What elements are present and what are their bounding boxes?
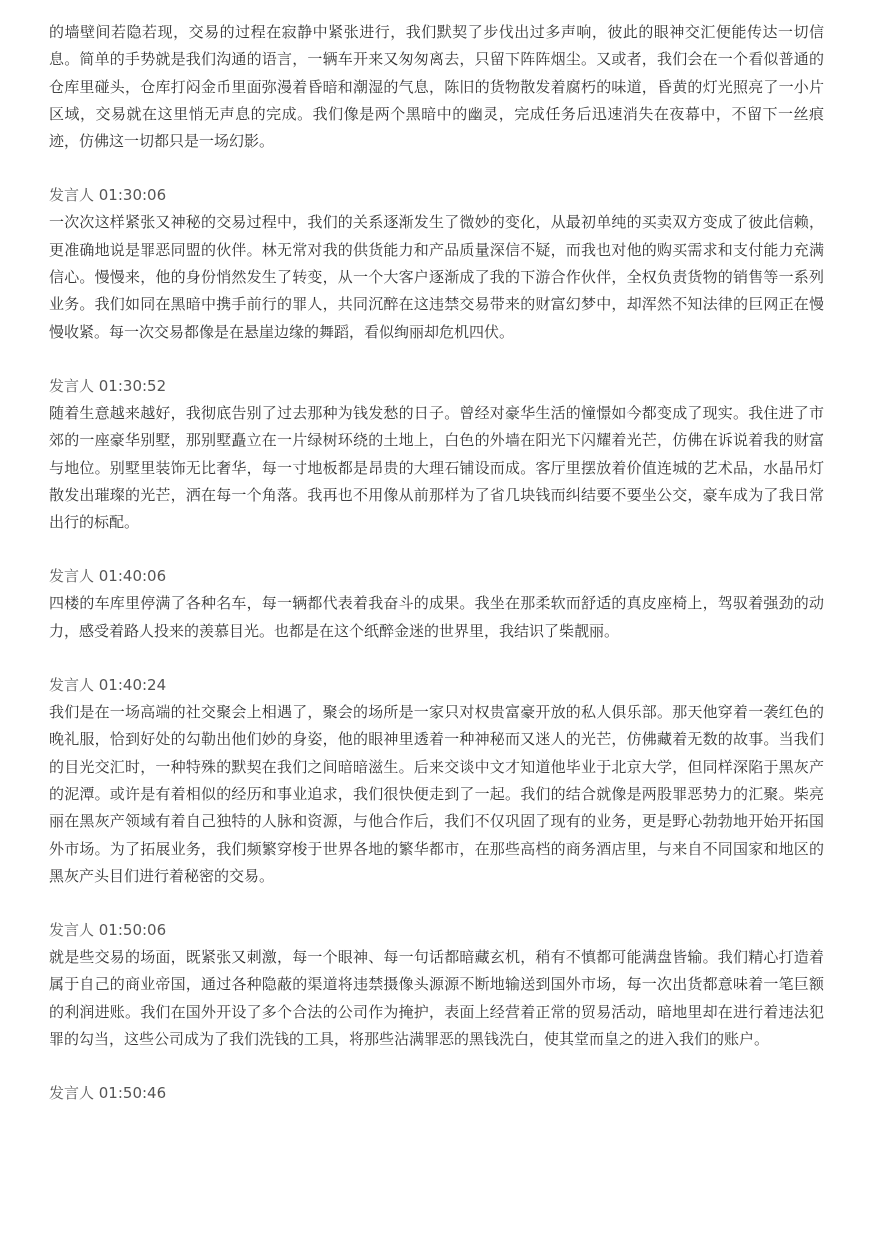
speaker-timestamp: 发言人 01:50:06	[49, 921, 167, 940]
block-gap	[49, 155, 824, 182]
intro-paragraph: 的墙壁间若隐若现，交易的过程在寂静中紧张进行，我们默契了步伐出过多声响，彼此的眼神交汇便能传达一切信息。简单的手势就是我们沟通的语言，一辆车开来又匆匆离去，只留下阵阵烟尘。又或者，我们会在一个看似普通的仓库里碰头，仓库打闷金币里面弥漫着昏暗和潮湿的气息，陈旧的货物散发着腐朽的味道，昏黄的灯光照亮了一小片区域，交易就在这里悄无声息的完成。我们像是两个黑暗中的幽灵，完成任务后迅速消失在夜幕中，不留下一丝痕迹，仿佛这一切都只是一场幻影。	[49, 23, 824, 151]
transcript-segment	[49, 917, 824, 1053]
segment-paragraph: 就是些交易的场面，既紧张又刺激，每一个眼神、每一句话都暗藏玄机，稍有不慎都可能满盘皆输。我们精心打造着属于自己的商业帝国，通过各种隐蔽的渠道将违禁摄像头源源不断地输送到国外市场，每一次出货都意味着一笔巨额的利润进账。我们在国外开设了多个合法的公司作为掩护，表面上经营着正常的贸易活动，暗地里却在进行着违法犯罪的勾当，这些公司成为了我们洗钱的工具，将那些沾满罪恶的黑钱洗白，使其堂而皇之的进入我们的账户。	[49, 948, 824, 1049]
block-gap	[49, 645, 824, 672]
transcript-segment	[49, 563, 824, 645]
segment-paragraph: 一次次这样紧张又神秘的交易过程中，我们的关系逐渐发生了微妙的变化，从最初单纯的买卖双方变成了彼此信赖，更准确地说是罪恶同盟的伙伴。林无常对我的供货能力和产品质量深信不疑，而我也对他的购买需求和支付能力充满信心。慢慢来，他的身份悄然发生了转变，从一个大客户逐渐成了我的下游合作伙伴，全权负责货物的销售等一系列业务。我们如同在黑暗中携手前行的罪人，共同沉醉在这违禁交易带来的财富幻梦中，却浑然不知法律的巨网正在慢慢收紧。每一次交易都像是在悬崖边缘的舞蹈，看似绚丽却危机四伏。	[49, 213, 824, 341]
speaker-timestamp: 发言人 01:40:06	[49, 567, 167, 586]
speaker-timestamp: 发言人 01:50:46	[49, 1084, 167, 1103]
segment-paragraph: 我们是在一场高端的社交聚会上相遇了，聚会的场所是一家只对权贵富豪开放的私人俱乐部。那天他穿着一袭红色的晚礼服，恰到好处的勾勒出他们妙的身姿，他的眼神里透着一种神秘而又迷人的光芒，仿佛藏着无数的故事。当我们的目光交汇时，一种特殊的默契在我们之间暗暗滋生。后来交谈中文才知道他毕业于北京大学，但同样深陷于黑灰产的泥潭。或许是有着相似的经历和事业追求，我们很快便走到了一起。我们的结合就像是两股罪恶势力的汇聚。柴亮丽在黑灰产领域有着自己独特的人脉和资源，与他合作后，我们不仅巩固了现有的业务，更是野心勃勃地开始开拓国外市场。为了拓展业务，我们频繁穿梭于世界各地的繁华都市，在那些高档的商务酒店里，与来自不同国家和地区的黑灰产头目们进行着秘密的交易。	[49, 703, 824, 885]
speaker-timestamp: 发言人 01:30:52	[49, 376, 167, 395]
segment-paragraph: 四楼的车库里停满了各种名车，每一辆都代表着我奋斗的成果。我坐在那柔软而舒适的真皮座椅上，驾驭着强劲的动力，感受着路人投来的羡慕目光。也都是在这个纸醉金迷的世界里，我结识了柴靓丽。	[49, 594, 824, 640]
block-gap	[49, 890, 824, 917]
transcript-segment	[49, 373, 824, 536]
block-gap	[49, 1053, 824, 1080]
transcript-segment	[49, 672, 824, 890]
block-gap	[49, 1107, 824, 1134]
block-gap	[49, 346, 824, 373]
transcript-segment	[49, 1080, 824, 1107]
block-gap	[49, 536, 824, 563]
intro-block	[49, 19, 824, 155]
transcript-segment	[49, 182, 824, 345]
speaker-timestamp: 发言人 01:40:24	[49, 676, 167, 695]
segment-paragraph: 随着生意越来越好，我彻底告别了过去那种为钱发愁的日子。曾经对豪华生活的憧憬如今都变成了现实。我住进了市郊的一座豪华别墅，那别墅矗立在一片绿树环绕的土地上，白色的外墙在阳光下闪耀着光芒，仿佛在诉说着我的财富与地位。别墅里装饰无比奢华，每一寸地板都是昂贵的大理石铺设而成。客厅里摆放着价值连城的艺术品，水晶吊灯散发出璀璨的光芒，洒在每一个角落。我再也不用像从前那样为了省几块钱而纠结要不要坐公交，豪车成为了我日常出行的标配。	[49, 403, 824, 532]
speaker-timestamp: 发言人 01:30:06	[49, 186, 167, 205]
